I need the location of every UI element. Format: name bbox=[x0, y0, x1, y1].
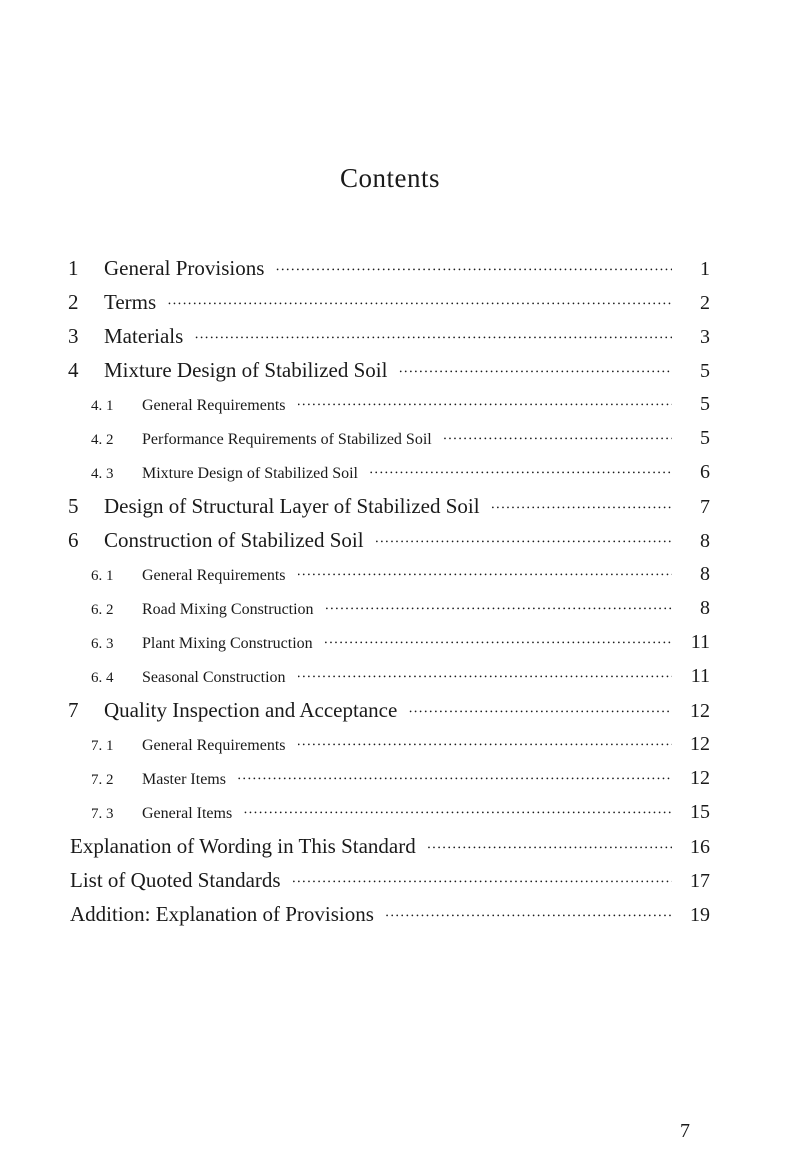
toc-entry bbox=[0, 489, 800, 523]
toc-entry-number: 4. 3 bbox=[91, 466, 114, 482]
toc-entry-title: Mixture Design of Stabilized Soil bbox=[104, 358, 388, 382]
toc-leader-dots bbox=[276, 251, 672, 287]
toc-entry-number: 7. 2 bbox=[91, 772, 114, 788]
toc-entry-page: 5 bbox=[700, 360, 710, 382]
toc-entry bbox=[0, 693, 800, 727]
toc-entry bbox=[0, 387, 800, 421]
toc-entry-page: 12 bbox=[690, 733, 710, 755]
toc-leader-dots bbox=[325, 624, 672, 660]
toc-entry-title: Road Mixing Construction bbox=[142, 601, 314, 618]
toc-entry-number: 3 bbox=[68, 324, 79, 348]
toc-entry bbox=[0, 557, 800, 591]
toc-entry-title: General Requirements bbox=[142, 397, 286, 414]
toc-entry-number: 4. 2 bbox=[91, 432, 114, 448]
toc-entry-page: 6 bbox=[700, 461, 710, 483]
toc-entry-title: Quality Inspection and Acceptance bbox=[104, 698, 398, 722]
toc-leader-dots bbox=[444, 420, 672, 456]
toc-leader-dots bbox=[492, 489, 672, 525]
toc-leader-dots bbox=[298, 556, 673, 592]
toc-entry-page: 16 bbox=[690, 836, 710, 858]
toc-entry-page: 8 bbox=[700, 563, 710, 585]
toc-entry-number: 4 bbox=[68, 358, 79, 382]
toc-entry-page: 17 bbox=[690, 870, 710, 892]
toc-entry-title: General Requirements bbox=[142, 737, 286, 754]
toc-entry-number: 7 bbox=[68, 698, 79, 722]
toc-entry-page: 5 bbox=[700, 393, 710, 415]
toc-leader-dots bbox=[298, 658, 672, 694]
toc-entry-title: Performance Requirements of Stabilized Soil bbox=[142, 431, 432, 448]
toc-leader-dots bbox=[168, 285, 672, 321]
toc-entry-page: 12 bbox=[690, 700, 710, 722]
toc-entry-title: List of Quoted Standards bbox=[70, 868, 281, 892]
toc-entry-page: 2 bbox=[700, 292, 710, 314]
toc-leader-dots bbox=[298, 386, 673, 422]
toc-leader-dots bbox=[326, 590, 672, 626]
toc-leader-dots bbox=[293, 863, 672, 899]
toc-entry-title: Explanation of Wording in This Standard bbox=[70, 834, 416, 858]
toc-entry-title: General Items bbox=[142, 805, 233, 822]
toc-leader-dots bbox=[238, 760, 672, 796]
page-number: 7 bbox=[680, 1120, 690, 1142]
toc-entry-page: 12 bbox=[690, 767, 710, 789]
toc-leader-dots bbox=[399, 353, 672, 389]
toc-entry-number: 4. 1 bbox=[91, 398, 114, 414]
toc-entry bbox=[0, 863, 800, 897]
toc-entry-page: 3 bbox=[700, 326, 710, 348]
toc-leader-dots bbox=[370, 454, 672, 490]
toc-entry bbox=[0, 353, 800, 387]
toc-entry-number: 7. 3 bbox=[91, 806, 114, 822]
toc-entry-number: 2 bbox=[68, 290, 79, 314]
page-title: Contents bbox=[339, 163, 440, 193]
toc-entry bbox=[0, 727, 800, 761]
toc-entry-title: Seasonal Construction bbox=[142, 669, 286, 686]
toc-entry bbox=[0, 591, 800, 625]
toc-entry-title: General Requirements bbox=[142, 567, 286, 584]
toc-entry-title: Plant Mixing Construction bbox=[142, 635, 313, 652]
toc-entry bbox=[0, 319, 800, 353]
toc-entry-title: Construction of Stabilized Soil bbox=[104, 528, 364, 552]
toc-entry-page: 1 bbox=[700, 258, 710, 280]
toc-leader-dots bbox=[244, 794, 672, 830]
toc-entry-number: 6 bbox=[68, 528, 79, 552]
toc-leader-dots bbox=[386, 897, 672, 933]
toc-leader-dots bbox=[376, 523, 672, 559]
toc-entry-title: General Provisions bbox=[104, 256, 265, 280]
toc-entry-page: 19 bbox=[690, 904, 710, 926]
toc-entry bbox=[0, 761, 800, 795]
toc-entry-title: Mixture Design of Stabilized Soil bbox=[142, 465, 358, 482]
toc-entry bbox=[0, 523, 800, 557]
toc-entry-title: Terms bbox=[104, 290, 157, 314]
toc-entry-page: 8 bbox=[700, 530, 710, 552]
toc-entry bbox=[0, 795, 800, 829]
toc-entry-page: 15 bbox=[690, 801, 710, 823]
toc-leader-dots bbox=[298, 726, 673, 762]
toc-entry bbox=[0, 659, 800, 693]
toc-entry bbox=[0, 455, 800, 489]
toc-leader-dots bbox=[428, 829, 672, 865]
toc-entry-number: 6. 3 bbox=[91, 636, 114, 652]
toc-entry bbox=[0, 251, 800, 285]
toc-entry-page: 7 bbox=[700, 496, 710, 518]
table-of-contents bbox=[0, 251, 800, 931]
toc-leader-dots bbox=[195, 319, 672, 355]
toc-entry-number: 7. 1 bbox=[91, 738, 114, 754]
toc-entry bbox=[0, 285, 800, 319]
toc-entry bbox=[0, 625, 800, 659]
toc-entry-page: 11 bbox=[690, 665, 710, 687]
toc-entry-page: 11 bbox=[690, 631, 710, 653]
toc-entry-page: 8 bbox=[700, 597, 710, 619]
toc-entry-page: 5 bbox=[700, 427, 710, 449]
toc-entry-title: Addition: Explanation of Provisions bbox=[70, 902, 374, 926]
toc-leader-dots bbox=[409, 693, 672, 729]
toc-entry bbox=[0, 421, 800, 455]
toc-entry bbox=[0, 897, 800, 931]
toc-entry-number: 6. 4 bbox=[91, 670, 114, 686]
toc-entry-title: Materials bbox=[104, 324, 184, 348]
toc-entry-title: Design of Structural Layer of Stabilized Soil bbox=[104, 494, 480, 518]
toc-entry bbox=[0, 829, 800, 863]
toc-entry-number: 5 bbox=[68, 494, 79, 518]
toc-entry-number: 6. 1 bbox=[91, 568, 114, 584]
toc-entry-number: 1 bbox=[68, 256, 79, 280]
toc-entry-number: 6. 2 bbox=[91, 602, 114, 618]
toc-entry-title: Master Items bbox=[142, 771, 226, 788]
